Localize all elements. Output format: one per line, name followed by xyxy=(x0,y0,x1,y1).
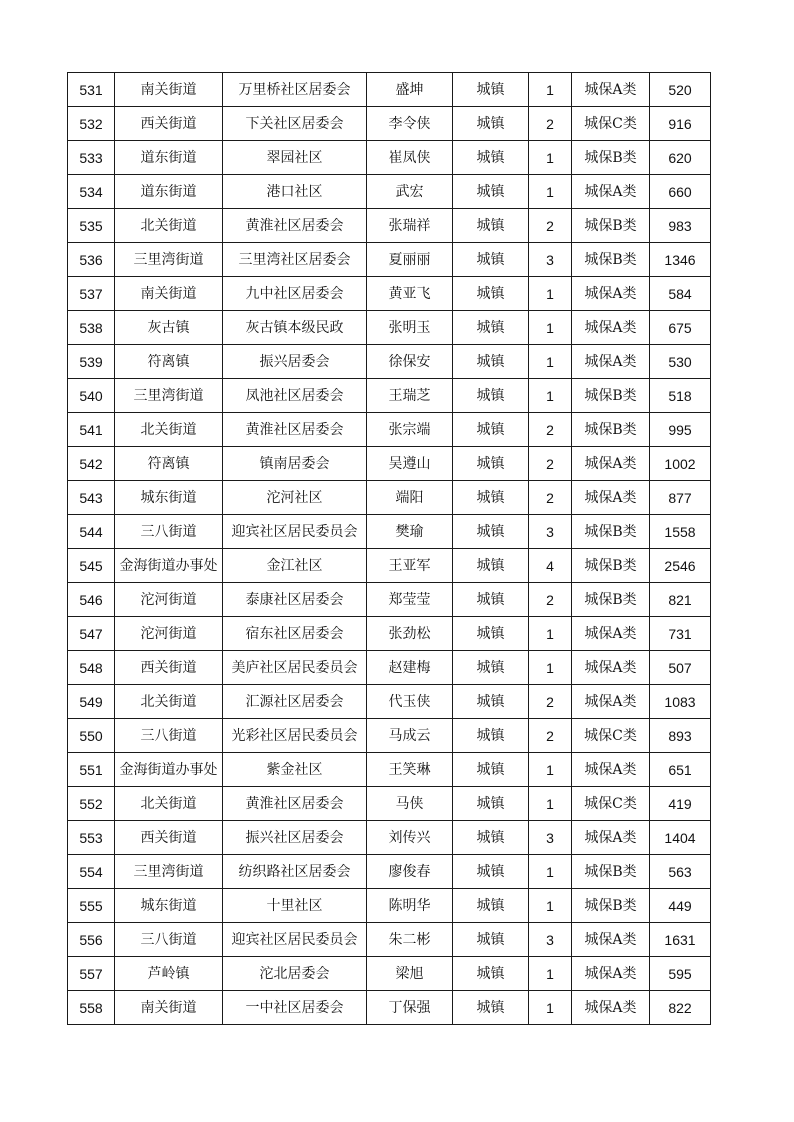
community-cell: 黄淮社区居委会 xyxy=(223,209,367,243)
name-cell: 郑莹莹 xyxy=(367,583,453,617)
household-size-cell: 1 xyxy=(529,991,572,1025)
category-cell: 城保B类 xyxy=(572,209,650,243)
amount-cell: 595 xyxy=(650,957,711,991)
community-cell: 光彩社区居民委员会 xyxy=(223,719,367,753)
category-cell: 城保B类 xyxy=(572,549,650,583)
table-row xyxy=(68,549,711,583)
street-cell: 西关街道 xyxy=(115,651,223,685)
name-cell: 朱二彬 xyxy=(367,923,453,957)
community-cell: 振兴社区居委会 xyxy=(223,821,367,855)
row-number-cell: 548 xyxy=(68,651,115,685)
amount-cell: 518 xyxy=(650,379,711,413)
table-row xyxy=(68,957,711,991)
table-body xyxy=(68,73,711,1025)
name-cell: 赵建梅 xyxy=(367,651,453,685)
amount-cell: 449 xyxy=(650,889,711,923)
amount-cell: 1404 xyxy=(650,821,711,855)
street-cell: 北关街道 xyxy=(115,209,223,243)
table-row xyxy=(68,855,711,889)
category-cell: 城保A类 xyxy=(572,685,650,719)
community-cell: 汇源社区居委会 xyxy=(223,685,367,719)
amount-cell: 530 xyxy=(650,345,711,379)
amount-cell: 507 xyxy=(650,651,711,685)
area-type-cell: 城镇 xyxy=(453,73,529,107)
table-row xyxy=(68,447,711,481)
area-type-cell: 城镇 xyxy=(453,379,529,413)
street-cell: 符离镇 xyxy=(115,447,223,481)
table-row xyxy=(68,141,711,175)
row-number-cell: 534 xyxy=(68,175,115,209)
table-row xyxy=(68,515,711,549)
community-cell: 黄淮社区居委会 xyxy=(223,787,367,821)
table-row xyxy=(68,481,711,515)
street-cell: 三里湾街道 xyxy=(115,379,223,413)
amount-cell: 916 xyxy=(650,107,711,141)
household-size-cell: 1 xyxy=(529,141,572,175)
table-row xyxy=(68,345,711,379)
table-row xyxy=(68,991,711,1025)
table-row xyxy=(68,787,711,821)
category-cell: 城保A类 xyxy=(572,277,650,311)
name-cell: 丁保强 xyxy=(367,991,453,1025)
name-cell: 王亚军 xyxy=(367,549,453,583)
area-type-cell: 城镇 xyxy=(453,549,529,583)
row-number-cell: 542 xyxy=(68,447,115,481)
amount-cell: 1558 xyxy=(650,515,711,549)
area-type-cell: 城镇 xyxy=(453,447,529,481)
area-type-cell: 城镇 xyxy=(453,787,529,821)
street-cell: 南关街道 xyxy=(115,991,223,1025)
row-number-cell: 531 xyxy=(68,73,115,107)
category-cell: 城保C类 xyxy=(572,107,650,141)
category-cell: 城保B类 xyxy=(572,413,650,447)
category-cell: 城保B类 xyxy=(572,243,650,277)
household-size-cell: 2 xyxy=(529,209,572,243)
street-cell: 北关街道 xyxy=(115,685,223,719)
household-size-cell: 2 xyxy=(529,583,572,617)
row-number-cell: 532 xyxy=(68,107,115,141)
table-row xyxy=(68,413,711,447)
name-cell: 武宏 xyxy=(367,175,453,209)
category-cell: 城保A类 xyxy=(572,481,650,515)
category-cell: 城保A类 xyxy=(572,345,650,379)
area-type-cell: 城镇 xyxy=(453,957,529,991)
category-cell: 城保B类 xyxy=(572,583,650,617)
table-row xyxy=(68,107,711,141)
name-cell: 王瑞芝 xyxy=(367,379,453,413)
name-cell: 张劲松 xyxy=(367,617,453,651)
table-row xyxy=(68,311,711,345)
area-type-cell: 城镇 xyxy=(453,481,529,515)
street-cell: 芦岭镇 xyxy=(115,957,223,991)
area-type-cell: 城镇 xyxy=(453,515,529,549)
street-cell: 北关街道 xyxy=(115,413,223,447)
category-cell: 城保B类 xyxy=(572,515,650,549)
household-size-cell: 3 xyxy=(529,515,572,549)
community-cell: 灰古镇本级民政 xyxy=(223,311,367,345)
table-row xyxy=(68,277,711,311)
row-number-cell: 533 xyxy=(68,141,115,175)
street-cell: 南关街道 xyxy=(115,277,223,311)
street-cell: 三八街道 xyxy=(115,719,223,753)
row-number-cell: 546 xyxy=(68,583,115,617)
street-cell: 符离镇 xyxy=(115,345,223,379)
amount-cell: 983 xyxy=(650,209,711,243)
street-cell: 南关街道 xyxy=(115,73,223,107)
category-cell: 城保B类 xyxy=(572,141,650,175)
row-number-cell: 558 xyxy=(68,991,115,1025)
name-cell: 马侠 xyxy=(367,787,453,821)
area-type-cell: 城镇 xyxy=(453,719,529,753)
name-cell: 廖俊春 xyxy=(367,855,453,889)
amount-cell: 995 xyxy=(650,413,711,447)
table-row xyxy=(68,617,711,651)
household-size-cell: 1 xyxy=(529,753,572,787)
row-number-cell: 557 xyxy=(68,957,115,991)
amount-cell: 584 xyxy=(650,277,711,311)
household-size-cell: 1 xyxy=(529,651,572,685)
name-cell: 徐保安 xyxy=(367,345,453,379)
amount-cell: 893 xyxy=(650,719,711,753)
street-cell: 沱河街道 xyxy=(115,617,223,651)
area-type-cell: 城镇 xyxy=(453,685,529,719)
row-number-cell: 540 xyxy=(68,379,115,413)
row-number-cell: 553 xyxy=(68,821,115,855)
category-cell: 城保B类 xyxy=(572,379,650,413)
row-number-cell: 535 xyxy=(68,209,115,243)
street-cell: 三里湾街道 xyxy=(115,855,223,889)
name-cell: 吴遵山 xyxy=(367,447,453,481)
area-type-cell: 城镇 xyxy=(453,991,529,1025)
area-type-cell: 城镇 xyxy=(453,243,529,277)
area-type-cell: 城镇 xyxy=(453,855,529,889)
amount-cell: 731 xyxy=(650,617,711,651)
table-row xyxy=(68,651,711,685)
name-cell: 王笑琳 xyxy=(367,753,453,787)
amount-cell: 821 xyxy=(650,583,711,617)
area-type-cell: 城镇 xyxy=(453,413,529,447)
street-cell: 道东街道 xyxy=(115,175,223,209)
area-type-cell: 城镇 xyxy=(453,923,529,957)
table-row xyxy=(68,175,711,209)
area-type-cell: 城镇 xyxy=(453,175,529,209)
community-cell: 纺织路社区居委会 xyxy=(223,855,367,889)
amount-cell: 2546 xyxy=(650,549,711,583)
category-cell: 城保A类 xyxy=(572,821,650,855)
category-cell: 城保A类 xyxy=(572,617,650,651)
name-cell: 夏丽丽 xyxy=(367,243,453,277)
area-type-cell: 城镇 xyxy=(453,889,529,923)
community-cell: 泰康社区居委会 xyxy=(223,583,367,617)
category-cell: 城保A类 xyxy=(572,175,650,209)
household-size-cell: 4 xyxy=(529,549,572,583)
household-size-cell: 1 xyxy=(529,889,572,923)
household-size-cell: 1 xyxy=(529,73,572,107)
category-cell: 城保B类 xyxy=(572,855,650,889)
amount-cell: 1083 xyxy=(650,685,711,719)
area-type-cell: 城镇 xyxy=(453,141,529,175)
household-size-cell: 2 xyxy=(529,447,572,481)
community-cell: 迎宾社区居民委员会 xyxy=(223,515,367,549)
community-cell: 金江社区 xyxy=(223,549,367,583)
street-cell: 三八街道 xyxy=(115,515,223,549)
amount-cell: 1346 xyxy=(650,243,711,277)
community-cell: 美庐社区居民委员会 xyxy=(223,651,367,685)
row-number-cell: 544 xyxy=(68,515,115,549)
name-cell: 马成云 xyxy=(367,719,453,753)
community-cell: 黄淮社区居委会 xyxy=(223,413,367,447)
community-cell: 下关社区居委会 xyxy=(223,107,367,141)
household-size-cell: 2 xyxy=(529,719,572,753)
row-number-cell: 555 xyxy=(68,889,115,923)
row-number-cell: 541 xyxy=(68,413,115,447)
name-cell: 崔凤侠 xyxy=(367,141,453,175)
name-cell: 代玉侠 xyxy=(367,685,453,719)
community-cell: 沱河社区 xyxy=(223,481,367,515)
street-cell: 三里湾街道 xyxy=(115,243,223,277)
row-number-cell: 551 xyxy=(68,753,115,787)
category-cell: 城保A类 xyxy=(572,957,650,991)
name-cell: 梁旭 xyxy=(367,957,453,991)
household-size-cell: 2 xyxy=(529,685,572,719)
amount-cell: 1002 xyxy=(650,447,711,481)
row-number-cell: 538 xyxy=(68,311,115,345)
category-cell: 城保A类 xyxy=(572,651,650,685)
street-cell: 灰古镇 xyxy=(115,311,223,345)
row-number-cell: 537 xyxy=(68,277,115,311)
name-cell: 张明玉 xyxy=(367,311,453,345)
row-number-cell: 554 xyxy=(68,855,115,889)
row-number-cell: 550 xyxy=(68,719,115,753)
amount-cell: 563 xyxy=(650,855,711,889)
household-size-cell: 1 xyxy=(529,311,572,345)
name-cell: 樊瑜 xyxy=(367,515,453,549)
name-cell: 李令侠 xyxy=(367,107,453,141)
household-size-cell: 1 xyxy=(529,277,572,311)
household-size-cell: 1 xyxy=(529,957,572,991)
table-row xyxy=(68,209,711,243)
community-cell: 凤池社区居委会 xyxy=(223,379,367,413)
household-size-cell: 2 xyxy=(529,413,572,447)
table-row xyxy=(68,923,711,957)
row-number-cell: 552 xyxy=(68,787,115,821)
category-cell: 城保A类 xyxy=(572,753,650,787)
amount-cell: 620 xyxy=(650,141,711,175)
table-row xyxy=(68,685,711,719)
table-row xyxy=(68,379,711,413)
household-size-cell: 1 xyxy=(529,345,572,379)
row-number-cell: 545 xyxy=(68,549,115,583)
street-cell: 三八街道 xyxy=(115,923,223,957)
area-type-cell: 城镇 xyxy=(453,583,529,617)
area-type-cell: 城镇 xyxy=(453,617,529,651)
street-cell: 西关街道 xyxy=(115,821,223,855)
row-number-cell: 543 xyxy=(68,481,115,515)
amount-cell: 419 xyxy=(650,787,711,821)
table-row xyxy=(68,73,711,107)
category-cell: 城保A类 xyxy=(572,991,650,1025)
community-cell: 万里桥社区居委会 xyxy=(223,73,367,107)
amount-cell: 651 xyxy=(650,753,711,787)
community-cell: 九中社区居委会 xyxy=(223,277,367,311)
area-type-cell: 城镇 xyxy=(453,107,529,141)
community-cell: 紫金社区 xyxy=(223,753,367,787)
amount-cell: 1631 xyxy=(650,923,711,957)
amount-cell: 877 xyxy=(650,481,711,515)
household-size-cell: 1 xyxy=(529,855,572,889)
area-type-cell: 城镇 xyxy=(453,753,529,787)
street-cell: 城东街道 xyxy=(115,889,223,923)
row-number-cell: 556 xyxy=(68,923,115,957)
table-row xyxy=(68,719,711,753)
household-size-cell: 2 xyxy=(529,107,572,141)
name-cell: 端阳 xyxy=(367,481,453,515)
table-row xyxy=(68,583,711,617)
amount-cell: 822 xyxy=(650,991,711,1025)
community-cell: 一中社区居委会 xyxy=(223,991,367,1025)
category-cell: 城保C类 xyxy=(572,719,650,753)
name-cell: 张宗端 xyxy=(367,413,453,447)
name-cell: 陈明华 xyxy=(367,889,453,923)
name-cell: 盛坤 xyxy=(367,73,453,107)
street-cell: 北关街道 xyxy=(115,787,223,821)
amount-cell: 520 xyxy=(650,73,711,107)
street-cell: 道东街道 xyxy=(115,141,223,175)
household-size-cell: 3 xyxy=(529,243,572,277)
household-size-cell: 1 xyxy=(529,175,572,209)
amount-cell: 675 xyxy=(650,311,711,345)
household-size-cell: 1 xyxy=(529,787,572,821)
category-cell: 城保A类 xyxy=(572,311,650,345)
household-size-cell: 1 xyxy=(529,379,572,413)
data-table xyxy=(67,72,711,1025)
area-type-cell: 城镇 xyxy=(453,277,529,311)
community-cell: 港口社区 xyxy=(223,175,367,209)
street-cell: 沱河街道 xyxy=(115,583,223,617)
name-cell: 黄亚飞 xyxy=(367,277,453,311)
community-cell: 迎宾社区居民委员会 xyxy=(223,923,367,957)
household-size-cell: 3 xyxy=(529,821,572,855)
category-cell: 城保B类 xyxy=(572,889,650,923)
category-cell: 城保A类 xyxy=(572,447,650,481)
household-size-cell: 3 xyxy=(529,923,572,957)
name-cell: 刘传兴 xyxy=(367,821,453,855)
table-row xyxy=(68,753,711,787)
street-cell: 金海街道办事处 xyxy=(115,549,223,583)
table-row xyxy=(68,821,711,855)
community-cell: 三里湾社区居委会 xyxy=(223,243,367,277)
category-cell: 城保A类 xyxy=(572,73,650,107)
row-number-cell: 539 xyxy=(68,345,115,379)
community-cell: 沱北居委会 xyxy=(223,957,367,991)
row-number-cell: 549 xyxy=(68,685,115,719)
community-cell: 振兴居委会 xyxy=(223,345,367,379)
table-row xyxy=(68,243,711,277)
community-cell: 十里社区 xyxy=(223,889,367,923)
table-row xyxy=(68,889,711,923)
area-type-cell: 城镇 xyxy=(453,345,529,379)
name-cell: 张瑞祥 xyxy=(367,209,453,243)
community-cell: 宿东社区居委会 xyxy=(223,617,367,651)
area-type-cell: 城镇 xyxy=(453,311,529,345)
street-cell: 城东街道 xyxy=(115,481,223,515)
amount-cell: 660 xyxy=(650,175,711,209)
category-cell: 城保C类 xyxy=(572,787,650,821)
household-size-cell: 2 xyxy=(529,481,572,515)
area-type-cell: 城镇 xyxy=(453,651,529,685)
category-cell: 城保A类 xyxy=(572,923,650,957)
community-cell: 翠园社区 xyxy=(223,141,367,175)
community-cell: 镇南居委会 xyxy=(223,447,367,481)
area-type-cell: 城镇 xyxy=(453,821,529,855)
street-cell: 西关街道 xyxy=(115,107,223,141)
street-cell: 金海街道办事处 xyxy=(115,753,223,787)
row-number-cell: 547 xyxy=(68,617,115,651)
row-number-cell: 536 xyxy=(68,243,115,277)
area-type-cell: 城镇 xyxy=(453,209,529,243)
household-size-cell: 1 xyxy=(529,617,572,651)
